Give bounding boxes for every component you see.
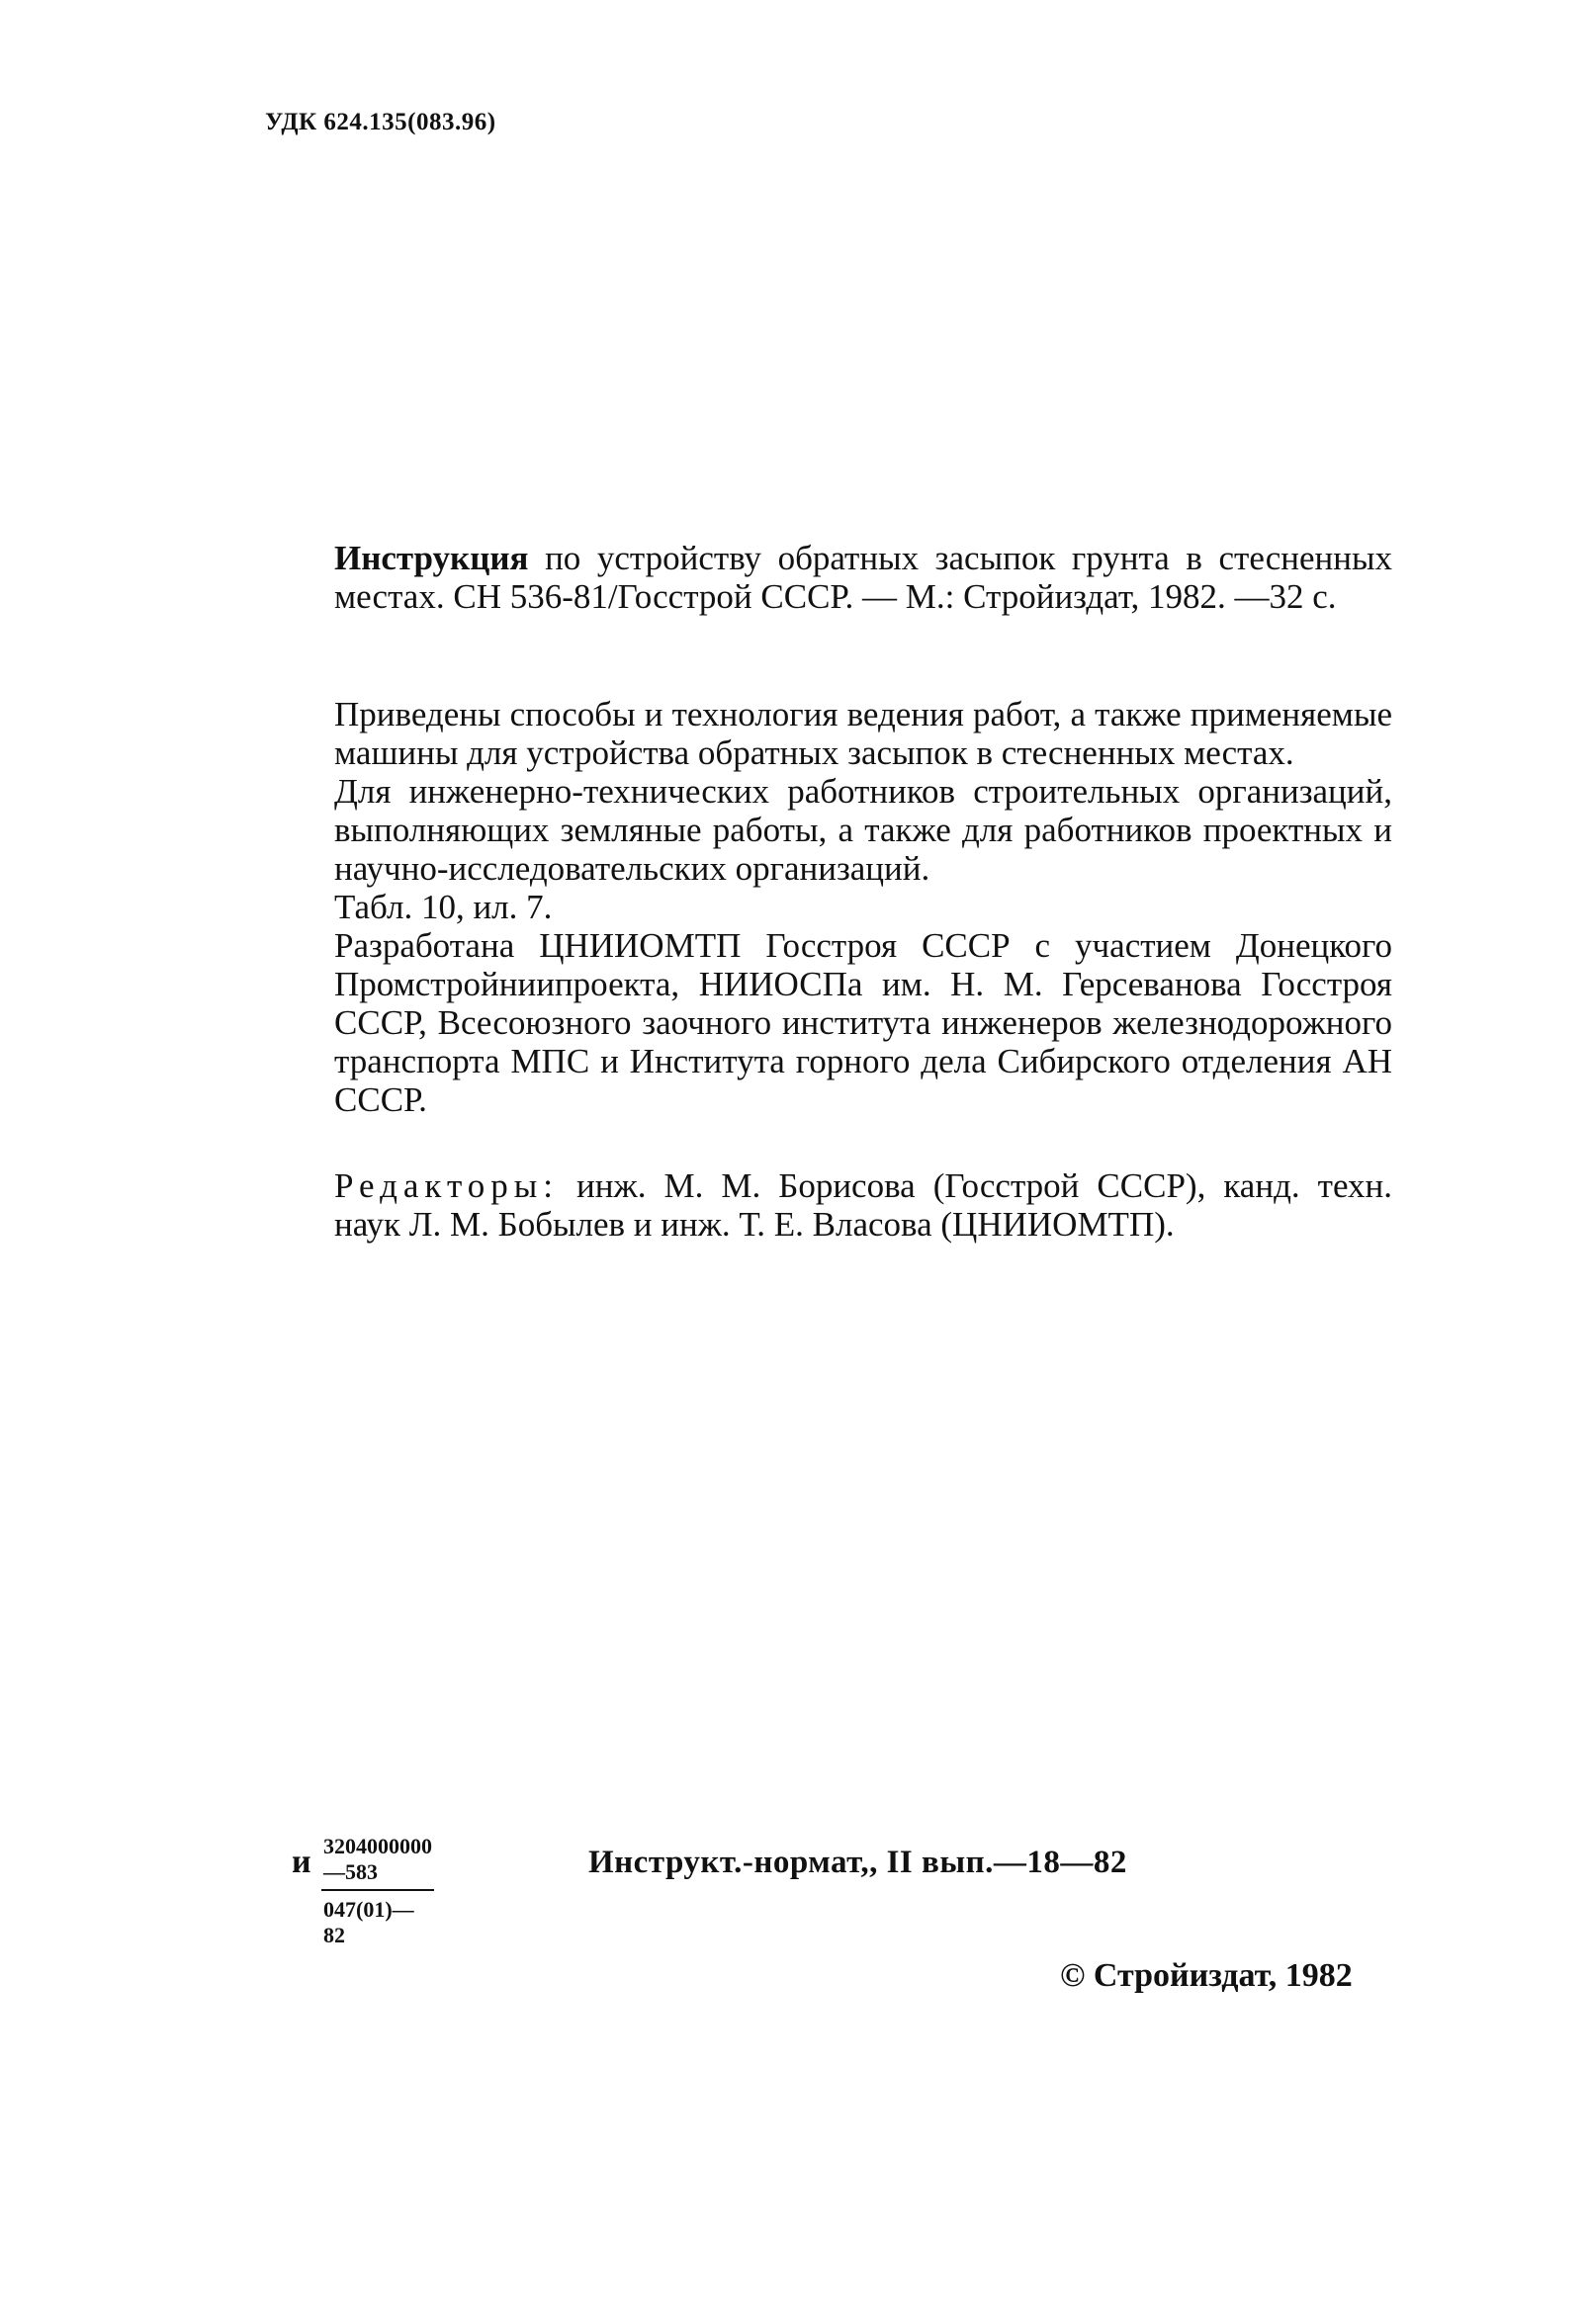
- bibliographic-citation: [334, 539, 1392, 616]
- editors-label: Редакторы:: [334, 1166, 560, 1205]
- abstract-paragraph-4: Разработана ЦНИИОМТП Госстроя СССР с участием Донецкого Промстройниипроекта, НИИОСПа им. Н. М. Герсеванова Госстроя СССР, Всесоюзного заочного института инженеров железнодорожного транспорта МПС и Института горного дела Сибирского отделения АН СССР.: [334, 926, 1392, 1119]
- abstract: [334, 695, 1392, 1119]
- abstract-paragraph-2: Для инженерно-технических работников строительных организаций, выполняющих земляные работы, а также для работников проектных и научно-исследовательских организаций.: [334, 772, 1392, 888]
- abstract-paragraph-3: Табл. 10, ил. 7.: [334, 888, 553, 926]
- editors-text: инж. М. М. Борисова (Госстрой СССР), канд. техн. наук Л. М. Бобылев и инж. Т. Е. Власова (ЦНИИОМТП).: [334, 1166, 1392, 1244]
- citation-title: Инструкция: [334, 539, 529, 577]
- copyright: © Стройиздат, 1982: [1060, 1957, 1353, 1994]
- series-info: Инструкт.-нормат,, II вып.—18—82: [588, 1845, 1127, 1880]
- editors: [334, 1166, 1392, 1244]
- catalog-index-denominator: 047(01)—82: [323, 1897, 414, 1947]
- citation-details: по устройству обратных засыпок грунта в стесненных местах. СН 536-81/Госстрой СССР. — М.: Стройиздат, 1982. —32 с.: [334, 539, 1392, 616]
- udc-code: УДК 624.135(083.96): [265, 109, 496, 135]
- catalog-index-fraction: [321, 1834, 434, 1948]
- catalog-index-numerator: 3204000000—583: [321, 1834, 434, 1891]
- abstract-paragraph-1: Приведены способы и технология ведения работ, а также применяемые машины для устройства обратных засыпок в стесненных местах.: [334, 695, 1392, 772]
- catalog-index-letter: и: [292, 1844, 311, 1880]
